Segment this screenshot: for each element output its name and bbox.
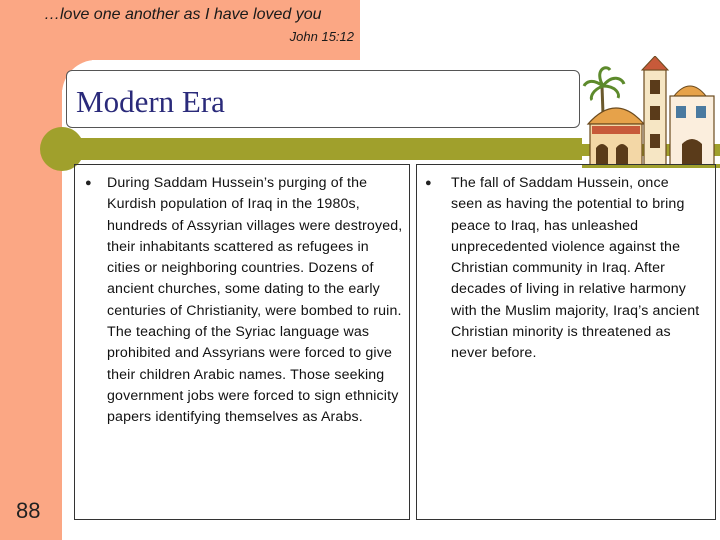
quote-reference: John 15:12 xyxy=(289,29,354,44)
quote-text: …love one another as I have loved you xyxy=(44,6,322,23)
page-number: 88 xyxy=(16,498,41,523)
left-accent-bar xyxy=(0,0,62,540)
bullet-icon: ● xyxy=(85,177,92,189)
bullet-icon: ● xyxy=(425,177,432,189)
slide-title: Modern Era xyxy=(76,84,225,119)
left-column xyxy=(74,164,410,520)
right-column xyxy=(416,164,716,520)
village-illustration-icon xyxy=(582,56,720,168)
divider-bar xyxy=(62,138,582,160)
quote-banner xyxy=(0,0,360,60)
right-column-text: The fall of Saddam Hussein, once seen as having the potential to bring peace to Iraq, has unleashed unprecedented violence against the Christian community in Iraq. After decades of living in relative harmony with the Muslim majority, Iraq’s ancient Christian minority is threatened as never before. xyxy=(451,175,700,362)
left-column-text: During Saddam Hussein’s purging of the Kurdish population of Iraq in the 1980s, hundreds of Assyrian villages were destroyed, their inhabitants scattered as refugees in cities or neighboring countries. Dozens of ancient churches, some dating to the early centuries of Christianity, were bombed to ruin. The teaching of the Syriac language was prohibited and Assyrians were forced to give their children Arabic names. Those seeking government jobs were forced to sign ethnicity papers identifying themselves as Arabs. xyxy=(107,175,403,426)
